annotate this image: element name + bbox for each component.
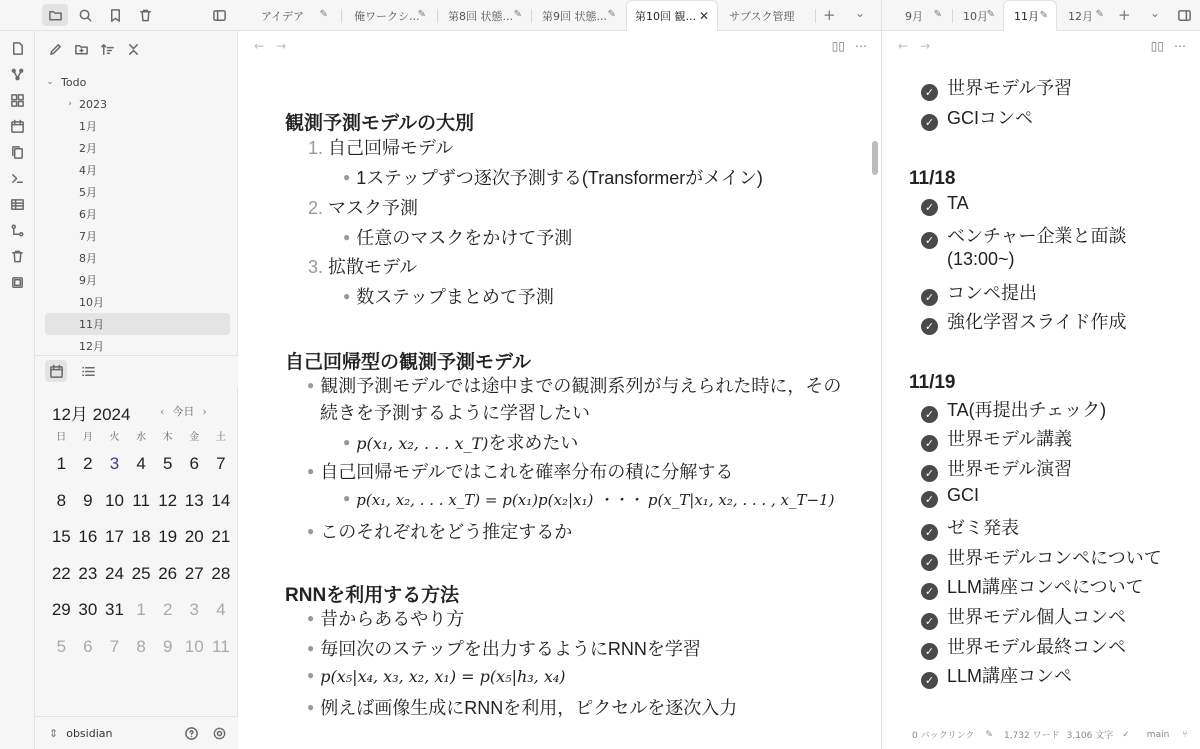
checkbox-checked-icon[interactable]: ✓: [921, 491, 938, 508]
settings-icon[interactable]: [210, 724, 228, 742]
task-text: 強化学習スライド作成: [947, 312, 1127, 332]
word-count: 1,732 ワード: [1003, 731, 1060, 741]
list-text: を求めたい: [488, 433, 579, 453]
tab-active[interactable]: [1003, 0, 1057, 31]
heading-2: 自己回帰型の観測予測モデル: [285, 352, 532, 373]
pin-icon[interactable]: ✎: [607, 9, 616, 20]
scrollbar-thumb[interactable]: [872, 141, 878, 175]
checkbox-checked-icon[interactable]: ✓: [921, 524, 938, 541]
calendar-day[interactable]: 22: [51, 563, 71, 583]
bullet-item: [307, 518, 572, 544]
tab-label: 10月: [963, 9, 988, 23]
pin-icon[interactable]: ✎: [1095, 9, 1104, 20]
table-icon[interactable]: [8, 195, 26, 213]
tree-label: 5月: [79, 186, 97, 199]
bullet-item: [343, 489, 834, 510]
left-ribbon: [0, 31, 35, 749]
bullet-icon: ●: [307, 641, 315, 655]
status-bar: [912, 728, 1188, 741]
calendar-day[interactable]: 25: [131, 563, 151, 583]
tab-label: 第8回 状態...: [448, 9, 513, 23]
tree-item[interactable]: [45, 291, 230, 313]
calendar-day-other-month[interactable]: 9: [162, 636, 173, 656]
ordered-item: [308, 194, 418, 220]
pin-icon[interactable]: ✎: [417, 9, 426, 20]
tab-label: 俺ワークシ...: [354, 9, 420, 23]
reading-view-icon[interactable]: ▯▯: [1150, 39, 1164, 53]
checkbox-checked-icon[interactable]: ✓: [921, 406, 938, 423]
close-icon[interactable]: ✕: [698, 9, 709, 23]
tab-list-chevron-icon[interactable]: ⌄: [855, 6, 866, 20]
tree-label: 4月: [79, 164, 97, 177]
checkbox-checked-icon[interactable]: ✓: [921, 289, 938, 306]
checkbox-checked-icon[interactable]: ✓: [921, 465, 938, 482]
calendar-day[interactable]: 1: [56, 454, 67, 473]
calendar-day[interactable]: 27: [184, 563, 204, 583]
tree-label: Todo: [61, 75, 87, 89]
canvas-icon[interactable]: [8, 91, 26, 109]
calendar-day[interactable]: 18: [131, 527, 151, 546]
calendar-dow: 土: [215, 432, 226, 443]
task-item: [921, 425, 1072, 452]
calendar-day[interactable]: 10: [105, 490, 124, 510]
calendar-day[interactable]: 26: [158, 563, 178, 583]
graph-icon[interactable]: [8, 65, 26, 83]
tab-label: 11月: [1014, 10, 1039, 23]
new-folder-icon[interactable]: [71, 39, 91, 59]
bullet-icon: ●: [343, 435, 351, 449]
calendar-day-other-month[interactable]: 5: [56, 636, 67, 656]
tab-label: 第9回 状態...: [542, 9, 607, 23]
nav-arrows: [898, 39, 930, 53]
list-text: 自己回帰モデル: [328, 138, 454, 158]
bullet-icon: ●: [307, 464, 315, 478]
calendar-day-other-month[interactable]: 6: [83, 636, 93, 656]
pin-icon[interactable]: ✎: [513, 9, 522, 20]
tab-label: 9月: [905, 9, 923, 23]
task-text: 世界モデル個人コンペ: [947, 607, 1127, 627]
task-item: [921, 104, 1033, 131]
task-text: LLM講座コンペ: [947, 666, 1073, 686]
bullet-item: [307, 694, 737, 720]
chevron-left-icon[interactable]: ‹: [160, 404, 165, 418]
list-number: 2.: [308, 198, 324, 218]
heading-1: 観測予測モデルの大別: [285, 113, 475, 134]
help-icon[interactable]: [182, 724, 200, 742]
calendar-day[interactable]: 17: [105, 527, 124, 546]
checkbox-checked-icon[interactable]: ✓: [921, 232, 938, 249]
layers-icon[interactable]: [8, 273, 26, 291]
task-item: [921, 396, 1106, 423]
list-text: 1ステップずつ逐次予測する(Transformerがメイン): [356, 168, 763, 188]
task-item: [921, 222, 1126, 249]
task-item: [921, 662, 1072, 689]
tree-label: 9月: [79, 274, 97, 287]
more-options-icon[interactable]: ⋯: [855, 39, 867, 53]
calendar-day[interactable]: 31: [105, 600, 124, 619]
task-item: [921, 485, 979, 508]
calendar-day[interactable]: 15: [51, 527, 71, 546]
calendar-day[interactable]: 9: [83, 490, 93, 510]
chevron-down-icon: ⌄: [46, 77, 54, 87]
tab[interactable]: [532, 0, 624, 31]
sync-check-icon[interactable]: ✓: [1122, 729, 1130, 740]
task-text: 世界モデル演習: [947, 459, 1073, 479]
task-text: 世界モデルコンペについて: [947, 548, 1162, 568]
calendar-icon[interactable]: [45, 360, 67, 382]
list-text: 観測予測モデルでは途中までの観測系列が与えられた時に，その: [320, 376, 842, 396]
today-button[interactable]: 今日: [172, 405, 195, 418]
tree-label: 12月: [79, 340, 104, 353]
tree-item[interactable]: [45, 159, 230, 181]
bullet-icon: ●: [307, 611, 315, 625]
trash-icon[interactable]: [135, 5, 155, 25]
calendar-day[interactable]: 23: [78, 563, 98, 583]
list-icon[interactable]: [77, 360, 99, 382]
date-heading: 11/19: [909, 372, 956, 393]
list-text: 任意のマスクをかけて予測: [356, 228, 573, 248]
calendar-day[interactable]: 6: [189, 454, 199, 473]
calendar-dow: 火: [109, 432, 120, 443]
calendar-day-other-month[interactable]: 8: [136, 636, 146, 656]
calendar-day[interactable]: 4: [136, 454, 146, 473]
tab-label: アイデア: [261, 9, 305, 23]
pin-icon[interactable]: ✎: [319, 9, 328, 20]
char-count: 3,106 文字: [1066, 731, 1114, 741]
bullet-icon: ●: [307, 378, 315, 392]
task-item: [921, 573, 1144, 600]
nav-arrows: [254, 39, 286, 53]
list-text: 自己回帰モデルではこれを確率分布の積に分解する: [320, 462, 734, 482]
tab-active[interactable]: [626, 0, 718, 31]
bullet-icon: ●: [343, 170, 351, 184]
calendar-day-other-month[interactable]: 4: [216, 600, 226, 619]
tab[interactable]: [953, 0, 1003, 31]
checkbox-checked-icon[interactable]: ✓: [921, 84, 938, 101]
new-tab-icon[interactable]: +: [823, 6, 836, 24]
chevron-right-icon: ›: [68, 99, 72, 109]
task-item: [921, 603, 1126, 630]
back-arrow-icon[interactable]: ←: [898, 39, 909, 53]
list-text: 昔からあるやり方: [320, 609, 465, 629]
calendar-nav: [160, 403, 207, 419]
git-status-icon[interactable]: ⑂: [1182, 729, 1188, 740]
bullet-item: [307, 605, 464, 631]
task-text: TA: [947, 193, 969, 213]
task-text: ベンチャー企業と面談: [947, 226, 1127, 246]
list-text: 拡散モデル: [328, 257, 418, 277]
calendar-dow: 水: [136, 432, 147, 443]
task-item: [921, 633, 1126, 660]
bookmark-icon[interactable]: [105, 5, 125, 25]
checkbox-checked-icon[interactable]: ✓: [921, 114, 938, 131]
calendar-day[interactable]: 19: [158, 527, 178, 546]
bullet-icon: ●: [307, 668, 315, 682]
tree-label: 6月: [79, 208, 97, 221]
task-item: [921, 514, 1019, 541]
ordered-item: [308, 253, 417, 279]
calendar-day[interactable]: 30: [78, 600, 98, 619]
calendar-day[interactable]: 14: [211, 490, 231, 510]
calendar-day[interactable]: 11: [132, 490, 150, 510]
vault-name[interactable]: obsidian: [66, 726, 113, 740]
calendar-dow: 金: [189, 432, 200, 443]
tree-label: 7月: [79, 230, 97, 243]
pin-icon[interactable]: ✎: [986, 9, 995, 20]
task-item: [921, 74, 1072, 101]
sidebar-tabs: [35, 355, 238, 386]
explorer-toolbar: [45, 39, 143, 59]
tree-label: 10月: [79, 296, 104, 309]
task-text: ゼミ発表: [947, 518, 1019, 538]
tree-item-selected[interactable]: [45, 313, 230, 335]
forward-arrow-icon[interactable]: →: [920, 39, 931, 53]
chevron-right-icon[interactable]: ›: [202, 404, 207, 418]
task-text: 世界モデル講義: [947, 429, 1073, 449]
view-actions: [832, 39, 867, 53]
copy-icon[interactable]: [8, 143, 26, 161]
sort-icon[interactable]: [97, 39, 117, 59]
ordered-item: [308, 134, 453, 160]
right-tab-bar: [882, 0, 1200, 31]
task-item: [921, 308, 1126, 335]
trash-icon[interactable]: [8, 247, 26, 265]
folder-icon[interactable]: [42, 4, 68, 26]
calendar-day[interactable]: 8: [56, 490, 67, 510]
bullet-icon: ●: [307, 700, 315, 714]
calendar-dow: 木: [162, 432, 173, 443]
vault-switcher: [35, 716, 238, 749]
forward-arrow-icon[interactable]: →: [276, 39, 287, 53]
right-editor-pane: [882, 31, 1200, 749]
task-text-continuation: (13:00~): [947, 249, 1015, 269]
calendar-day[interactable]: 5: [162, 454, 173, 473]
tab[interactable]: [251, 0, 336, 31]
bullet-icon: ●: [343, 230, 351, 244]
tab[interactable]: [895, 0, 950, 31]
calendar-day-today[interactable]: 3: [109, 454, 120, 473]
right-sidebar-toggle-icon[interactable]: [1174, 5, 1194, 25]
vault-chevron-icon[interactable]: ⇕: [49, 726, 59, 740]
math-expression: p(x₅|x₄, x₃, x₂, x₁) = p(x₅|h₃, x₄): [320, 667, 566, 686]
tab[interactable]: [1058, 0, 1112, 31]
git-branch[interactable]: main: [1146, 729, 1170, 740]
tab-list-chevron-icon[interactable]: ⌄: [1150, 6, 1161, 20]
calendar-day-other-month[interactable]: 10: [184, 636, 204, 656]
bullet-item: [307, 372, 841, 398]
list-number: 3.: [308, 257, 324, 277]
task-text: コンペ提出: [947, 283, 1037, 303]
calendar-day-other-month[interactable]: 1: [136, 600, 146, 619]
task-text: GCI: [947, 485, 980, 505]
collapse-icon[interactable]: [123, 39, 143, 59]
math-expression: p(x₁, x₂, . . . x_T): [356, 434, 489, 453]
calendar-day[interactable]: 13: [184, 490, 204, 510]
list-text: 例えば画像生成にRNNを利用，ピクセルを逐次入力: [320, 698, 738, 718]
list-text: 数ステップまとめて予測: [356, 287, 554, 307]
task-item: [921, 279, 1037, 306]
calendar-day-other-month[interactable]: 2: [162, 600, 173, 619]
new-note-icon[interactable]: [8, 39, 26, 57]
date-heading: 11/18: [909, 168, 956, 189]
tab-separator: [815, 9, 816, 23]
editor-pane: [238, 31, 881, 749]
task-text: TA(再提出チェック): [947, 400, 1107, 420]
tab-separator: [341, 9, 342, 23]
backlinks-count[interactable]: 0 バックリンク: [912, 731, 975, 741]
git-icon[interactable]: [8, 221, 26, 239]
list-text: マスク予測: [328, 198, 419, 218]
tab-label: 12月: [1068, 9, 1093, 23]
tree-item[interactable]: [45, 115, 230, 137]
task-item: [921, 544, 1162, 571]
calendar-icon[interactable]: [8, 117, 26, 135]
sidebar-top-toolbar: [0, 0, 238, 31]
bullet-icon: ●: [343, 289, 351, 303]
list-number: 1.: [308, 138, 324, 158]
math-expression: p(x₁, x₂, . . . x_T) = p(x₁)p(x₂|x₁) ・・・ p(x_T|x₁, x₂, . . . , x_T−1): [356, 491, 835, 509]
bullet-item: [307, 635, 701, 661]
calendar-day[interactable]: 7: [216, 454, 226, 473]
new-note-icon[interactable]: [45, 39, 65, 59]
tree-item[interactable]: [45, 335, 230, 357]
calendar-title: 12月 2024: [52, 405, 131, 424]
checkbox-checked-icon[interactable]: ✓: [921, 554, 938, 571]
pencil-icon[interactable]: ✎: [985, 729, 993, 740]
calendar-day[interactable]: 21: [211, 527, 231, 546]
file-tree: [45, 71, 230, 357]
tree-folder-2023[interactable]: [45, 93, 230, 115]
pin-icon[interactable]: ✎: [933, 9, 942, 20]
bullet-item: [343, 164, 763, 190]
calendar-dow: 月: [82, 432, 93, 443]
tree-label: 2月: [79, 142, 97, 155]
bullet-item: [307, 666, 566, 687]
checkbox-checked-icon[interactable]: ✓: [921, 199, 938, 216]
calendar-day[interactable]: 20: [184, 527, 204, 546]
tree-item[interactable]: [45, 181, 230, 203]
bullet-item: [343, 283, 554, 309]
task-text: LLM講座コンペについて: [947, 577, 1144, 597]
terminal-icon[interactable]: [8, 169, 26, 187]
bullet-item: [307, 458, 733, 484]
tree-label: 1月: [79, 120, 97, 133]
bullet-icon: ●: [307, 524, 315, 538]
sidebar-toggle-icon[interactable]: [209, 5, 229, 25]
tree-folder-todo[interactable]: [45, 71, 230, 93]
more-options-icon[interactable]: ⋯: [1174, 39, 1186, 53]
calendar-day[interactable]: 12: [158, 490, 178, 510]
tree-item[interactable]: [45, 269, 230, 291]
tree-label: 2023: [79, 97, 107, 111]
checkbox-checked-icon[interactable]: ✓: [921, 435, 938, 452]
task-text: 世界モデル予習: [947, 78, 1073, 98]
bullet-item: [343, 429, 578, 455]
tree-item[interactable]: [45, 137, 230, 159]
task-text: 世界モデル最終コンペ: [947, 637, 1127, 657]
new-tab-icon[interactable]: +: [1118, 6, 1131, 24]
search-icon[interactable]: [75, 5, 95, 25]
bullet-item: [343, 224, 572, 250]
tree-item[interactable]: [45, 203, 230, 225]
list-text: 毎回次のステップを出力するようにRNNを学習: [320, 639, 701, 659]
calendar-day[interactable]: 2: [83, 454, 93, 473]
task-item: [921, 193, 969, 216]
reading-view-icon[interactable]: ▯▯: [831, 39, 845, 53]
calendar-dow: 日: [56, 432, 67, 443]
view-actions: [1151, 39, 1186, 53]
tab-label: サブスク管理: [729, 9, 795, 23]
checkbox-checked-icon[interactable]: ✓: [921, 318, 938, 335]
checkbox-checked-icon[interactable]: ✓: [921, 583, 938, 600]
tree-item[interactable]: [45, 225, 230, 247]
tab[interactable]: [719, 0, 814, 31]
back-arrow-icon[interactable]: ←: [254, 39, 265, 53]
task-item: [921, 455, 1072, 482]
bullet-continuation: 続きを予測するように学習したい: [320, 403, 590, 423]
calendar-day[interactable]: 16: [78, 527, 98, 546]
calendar-day-other-month[interactable]: 7: [109, 636, 120, 656]
list-text: このそれぞれをどう推定するか: [320, 522, 573, 542]
calendar-day-other-month[interactable]: 3: [189, 600, 199, 619]
checkbox-checked-icon[interactable]: ✓: [921, 643, 938, 660]
calendar-day-other-month[interactable]: 11: [212, 636, 230, 656]
tab-bar: [238, 0, 881, 31]
pin-icon[interactable]: ✎: [1039, 10, 1048, 21]
calendar-grid: [48, 428, 236, 665]
heading-3: RNNを利用する方法: [285, 585, 460, 606]
calendar-day[interactable]: 24: [105, 563, 124, 583]
tab[interactable]: [438, 0, 530, 31]
tree-label: 11月: [79, 318, 104, 331]
checkbox-checked-icon[interactable]: ✓: [921, 672, 938, 689]
tab-label: 第10回 観...: [635, 10, 696, 23]
bullet-icon: ●: [343, 491, 351, 505]
calendar-day[interactable]: 28: [211, 563, 231, 583]
tab[interactable]: [344, 0, 434, 31]
calendar-day[interactable]: 29: [51, 600, 71, 619]
task-text: GCIコンペ: [947, 108, 1034, 128]
tree-label: 8月: [79, 252, 97, 265]
checkbox-checked-icon[interactable]: ✓: [921, 613, 938, 630]
tree-item[interactable]: [45, 247, 230, 269]
